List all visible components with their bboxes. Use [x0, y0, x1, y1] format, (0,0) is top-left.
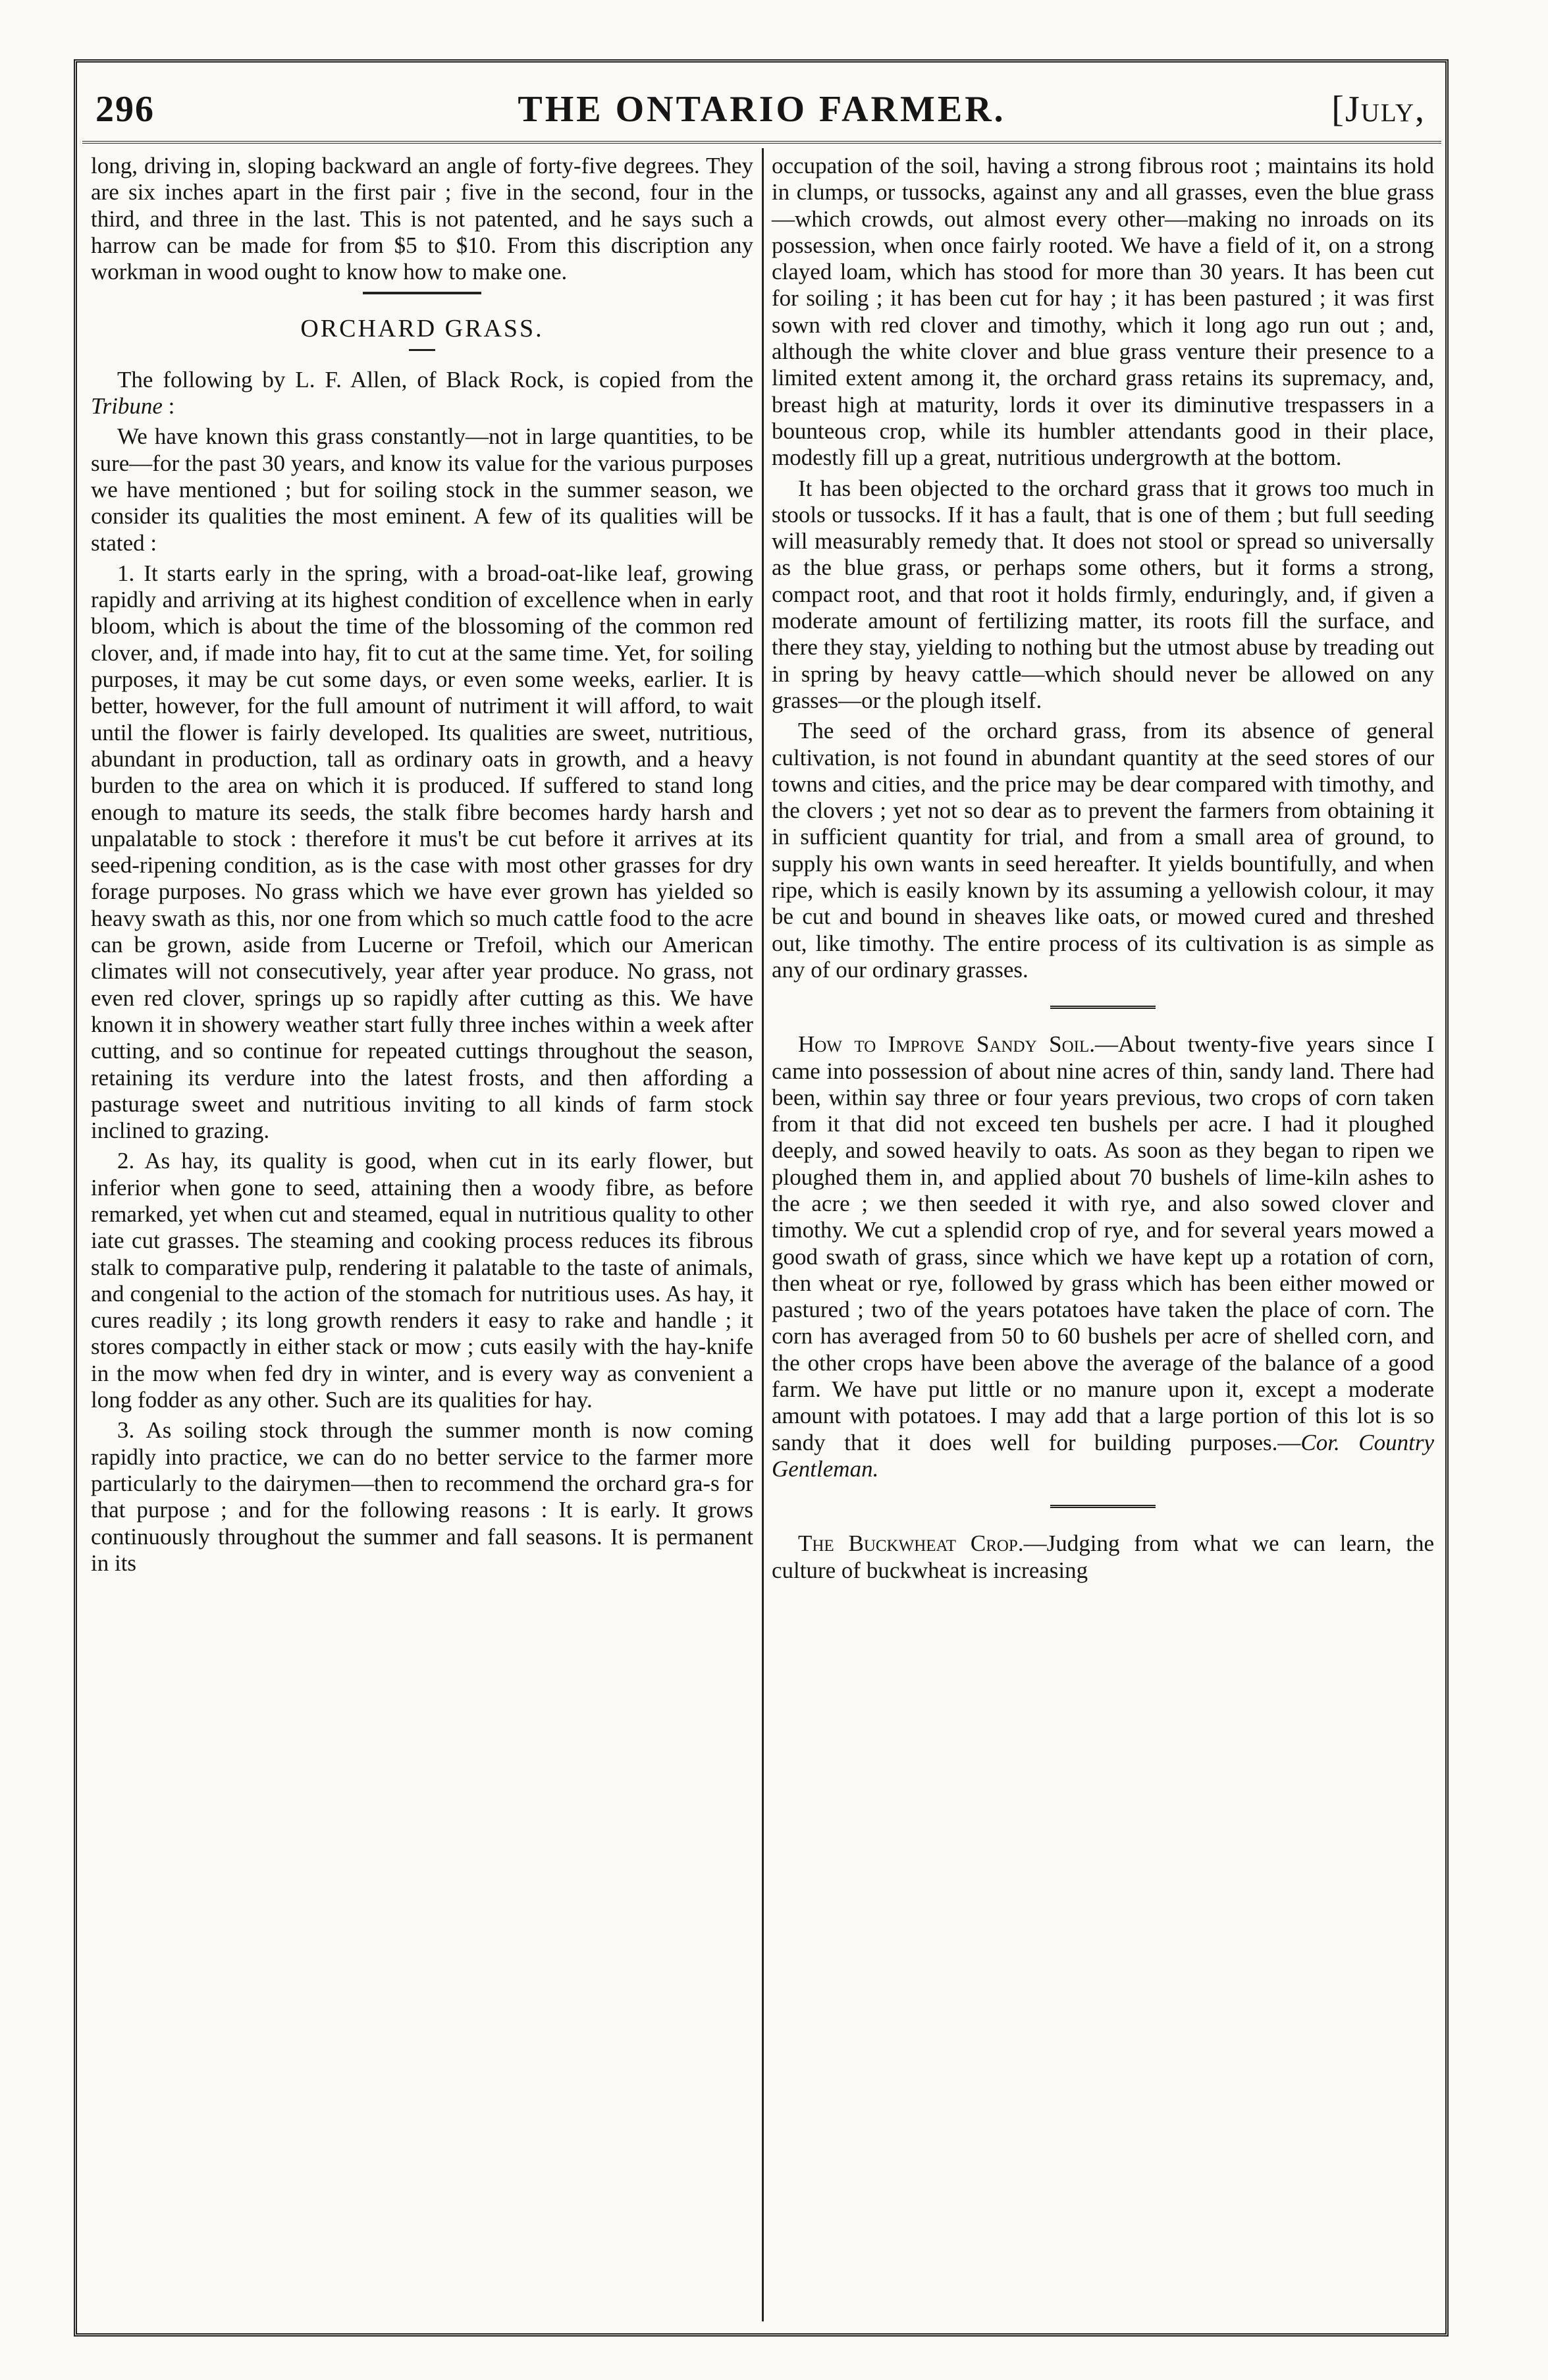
continued-paragraph: long, driving in, sloping backward an angle of forty-five degrees. They are six inches apart in the first pair ; five in the second, four in the third, and three in the last. This is not patented, and he says such a harrow can be made for from $5 to $10. From this discription any workman in wood ought to know how to make one. — [91, 153, 753, 285]
intro-source: Tribune — [91, 393, 163, 419]
sandy-soil-heading: How to Improve Sandy Soil. — [798, 1031, 1095, 1058]
sandy-soil-paragraph — [772, 1031, 1434, 1482]
article-paragraph: It has been objected to the orchard grass that it grows too much in stools or tussocks. If it has a fault, that is one of them ; but full seeding will measurably remedy that. It does not stool or spread so universally as the blue grass, or perhaps some others, but it forms a strong, compact root, and that root it holds firmly, enduringly, and, if given a moderate amount of fertilizing matter, its roots fill the surface, and there they stay, yielding to nothing but the utmost abuse by treading out in spring by heavy cattle—which should never be allowed on any grasses—or the plough itself. — [772, 475, 1434, 713]
article-paragraph: 2. As hay, its quality is good, when cut in its early flower, but inferior when gone to seed, attaining then a woody fibre, as before remarked, yet when cut and steamed, equal in nutritious quality to other iate cut grasses. The steaming and cooking process reduces its fibrous stalk to comparative pulp, rendering it palatable to the taste of animals, and congenial to the action of the stomach for nutritious uses. As hay, it cures readily ; its long growth renders it easy to rake and handle ; it stores compactly in either stack or mow ; cuts easily with the hay-knife in the mow when fed dry in winter, and is every way as convenient a long fodder as any other. Such are its qualities for hay. — [91, 1148, 753, 1413]
article-separator — [1050, 1006, 1156, 1009]
page-number: 296 — [95, 89, 155, 130]
right-column — [772, 153, 1434, 1588]
left-column — [91, 153, 753, 1581]
heading-rule — [409, 349, 435, 351]
orchard-grass-heading: ORCHARD GRASS. — [300, 315, 544, 343]
column-divider — [762, 148, 764, 2321]
intro-suffix: : — [162, 393, 175, 419]
buckwheat-heading: The Buckwheat Crop. — [798, 1530, 1024, 1557]
section-rule — [363, 292, 481, 294]
issue-month: [July, — [1331, 89, 1426, 130]
sandy-soil-body: —About twenty-five years since I came into possession of about nine acres of thin, sandy land. There had been, within say three or four years previous, two crops of corn taken from it that did not exceed ten bushels per acre. I had it ploughed deeply, and sowed heavily to oats. As soon as they began to ripen we ploughed them in, and applied about 70 bushels of lime-kiln ashes to the acre ; we then seeded it with rye, and also sowed clover and timothy. We cut a splendid crop of rye, and for several years mowed a good swath of grass, since which we have kept up a rotation of corn, then wheat or rye, followed by grass which has been either mowed or pastured ; two of the years potatoes have taken the place of corn. The corn has averaged from 50 to 60 bushels per acre of shelled corn, and the other crops have been above the average of the balance of a good farm. We have put little or no manure upon it, except a moderate amount with potatoes. I may add that a large portion of this lot is so sandy that it does well for building purposes.— — [772, 1031, 1434, 1455]
sandy-soil-source: Cor. Country Gentleman. — [772, 1429, 1434, 1482]
article-paragraph: We have known this grass constantly—not in large quantities, to be sure—for the past 30 years, and know its value for the various purposes we have mentioned ; but for soiling stock in the summer season, we consider its qualities the most eminent. A few of its qualities will be stated : — [91, 423, 753, 556]
intro-paragraph — [91, 367, 753, 420]
article-paragraph: 1. It starts early in the spring, with a broad-oat-like leaf, growing rapidly and arriving at its highest condition of excellence when in early bloom, which is about the time of the blossoming of the common red clover, and, if made into hay, fit to cut at the same time. Yet, for soiling purposes, it may be cut some days, or even some weeks, earlier. It is better, however, for the full amount of nutriment it will afford, to wait until the flower is fairly developed. Its qualities are sweet, nutritious, abundant in production, tall as ordinary oats in growth, and a heavy burden to the area on which it is produced. If suffered to stand long enough to mature its seeds, the stalk fibre becomes hardy harsh and unpalatable to stock : therefore it mus't be cut before it arrives at its seed-ripening condition, as is the case with most other grasses for dry forage purposes. No grass which we have ever grown has yielded so heavy swath as this, nor one from which so much cattle food to the acre can be grown, aside from Lucerne or Trefoil, which our American climates will not consecutively, year after year produce. No grass, not even red clover, springs up so rapidly after cutting as this. We have known it in showery weather start fully three inches within a week after cutting, and so continue for repeated cuttings throughout the season, retaining its verdure into the latest frosts, and then affording a pasturage sweet and nutritious inviting to all kinds of farm stock inclined to grazing. — [91, 560, 753, 1144]
article-paragraph: 3. As soiling stock through the summer month is now coming rapidly into practice, we can do no better service to the farmer more particularly to the dairymen—then to recommend the orchard gra-s for that purpose ; and for the following reasons : It is early. It grows continuously throughout the summer and fall seasons. It is permanent in its — [91, 1417, 753, 1576]
publication-title: THE ONTARIO FARMER. — [518, 89, 1006, 130]
article-paragraph: occupation of the soil, having a strong fibrous root ; maintains its hold in clumps, or tussocks, against any and all grasses, even the blue grass—which crowds, out almost every other—making no inroads on its possession, when once fairly rooted. We have a field of it, on a strong clayed loam, which has stood for more than 30 years. It has been cut for soiling ; it has been cut for hay ; it has been pastured ; it was first sown with red clover and timothy, which it long ago run out ; and, although the white clover and blue grass venture their presence to a limited extent among it, the orchard grass retains its supremacy, and, breast high at maturity, lords it over its diminutive trespassers in a bounteous crop, while its humbler attendants good in their place, modestly fill up a great, nutritious undergrowth at the bottom. — [772, 153, 1434, 471]
intro-text: The following by L. F. Allen, of Black Rock, is copied from the — [117, 366, 753, 392]
page-header — [82, 78, 1441, 144]
buckwheat-body: —Judging from what we can learn, the culture of buckwheat is increasing — [772, 1530, 1434, 1583]
article-paragraph: The seed of the orchard grass, from its absence of general cultivation, is not found in abundant quantity at the seed stores of our towns and cities, and the price may be dear compared with timothy, and the clovers ; yet not so dear as to prevent the farmers from obtaining it in sufficient quantity for trial, and from a small area of ground, to supply his own wants in seed hereafter. It yields bountifully, and when ripe, which is easily known by its assuming a yellowish colour, it may be cut and bound in sheaves like oats, or mowed cured and threshed out, like timothy. The entire process of its cultivation is as simple as any of our ordinary grasses. — [772, 718, 1434, 983]
article-separator — [1050, 1505, 1156, 1508]
buckwheat-paragraph — [772, 1530, 1434, 1584]
